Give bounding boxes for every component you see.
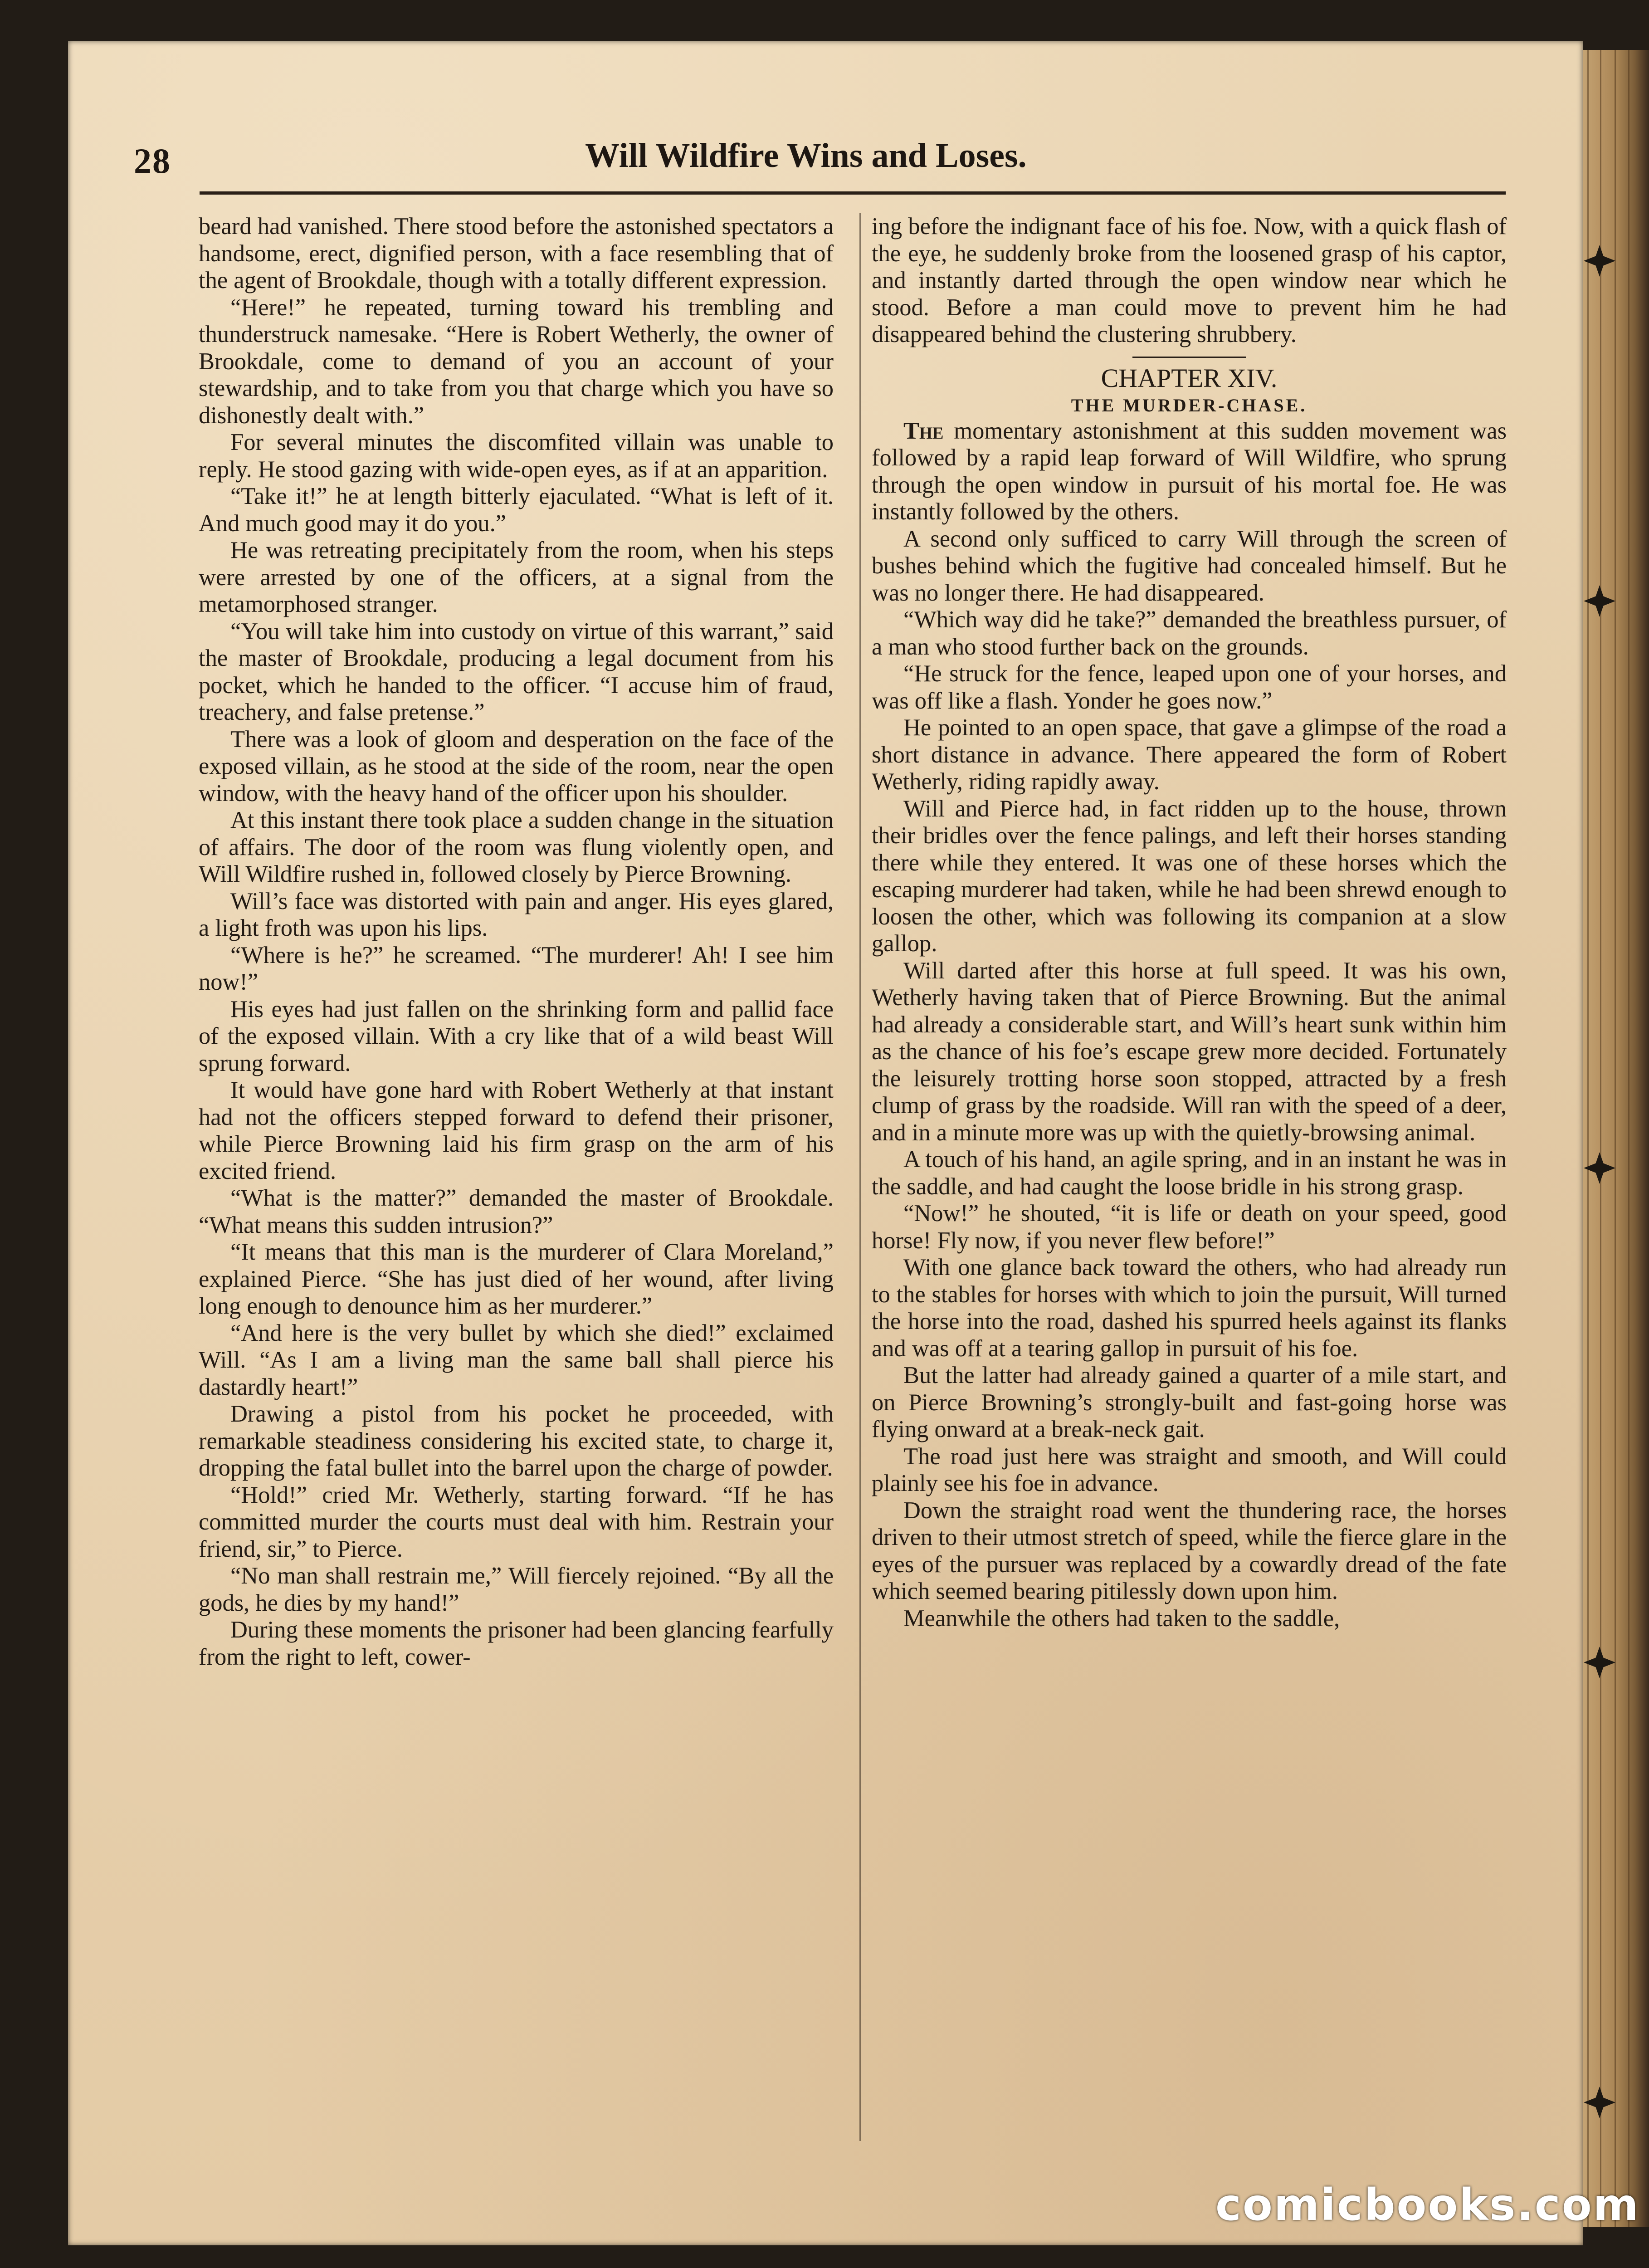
paragraph: His eyes had just fallen on the shrinking form and pallid face of the exposed villain. With a cry like that of a wild beast Will sprung forward. — [199, 996, 834, 1076]
paragraph: During these moments the prisoner had been glancing fearfully from the right to left, cower- — [199, 1617, 834, 1670]
paragraph: “You will take him into custody on virtue of this warrant,” said the master of Brookdale, producing a legal document from his pocket, which he handed to the officer. “I accuse him of fraud, treachery, and false pretense.” — [199, 618, 834, 725]
running-title: Will Wildfire Wins and Loses. — [585, 137, 1027, 175]
chapter-first-paragraph — [872, 418, 1507, 526]
paragraph: He was retreating precipitately from the room, when his steps were arrested by one of the officers, at a signal from the metamorphosed stranger. — [199, 537, 834, 617]
paragraph: “No man shall restrain me,” Will fiercely rejoined. “By all the gods, he dies by my hand!” — [199, 1563, 834, 1616]
paragraph: A second only sufficed to carry Will through the screen of bushes behind which the fugitive had concealed himself. But he was no longer there. He had disappeared. — [872, 525, 1507, 606]
stack-line — [1628, 50, 1629, 2227]
header-rule — [200, 191, 1506, 195]
paragraph: ing before the indignant face of his foe. Now, with a quick flash of the eye, he suddenly broke from the loosened grasp of his captor, and instantly darted through the open window near which he stood. Before a man could move to prevent him he had disappeared behind the clustering shrubbery. — [872, 213, 1507, 347]
paragraph: “Here!” he repeated, turning toward his trembling and thunderstruck namesake. “Here is Robert Wetherly, the owner of Brookdale, come to demand of you an account of your stewardship, and to take from you that charge which you have so dishonestly dealt with.” — [199, 294, 834, 429]
paragraph: “Where is he?” he screamed. “The murderer! Ah! I see him now!” — [199, 942, 834, 995]
stack-line — [1587, 50, 1589, 2227]
paragraph: Will darted after this horse at full speed. It was his own, Wetherly having taken that of Pierce Browning. But the animal had already a considerable start, and Will’s heart sunk within him as the chance of his foe’s escape grew more decided. Fortunately the leisurely trotting horse soon stopped, attracted by a fresh clump of grass by the roadside. Will ran with the speed of a deer, and in a minute more was up with the quietly-browsing animal. — [872, 957, 1507, 1146]
paragraph: “Which way did he take?” demanded the breathless pursuer, of a man who stood further back on the grounds. — [872, 606, 1507, 660]
paragraph: “And here is the very bullet by which she died!” exclaimed Will. “As I am a living man the same ball shall pierce his dastardly heart!” — [199, 1320, 834, 1400]
paragraph: The road just here was straight and smooth, and Will could plainly see his foe in advance. — [872, 1443, 1507, 1496]
paragraph: It would have gone hard with Robert Wetherly at that instant had not the officers stepped forward to defend their prisoner, while Pierce Browning laid his firm grasp on the arm of his excited friend. — [199, 1077, 834, 1184]
chapter-subtitle: THE MURDER-CHASE. — [1071, 395, 1307, 415]
paragraph: But the latter had already gained a quarter of a mile start, and on Pierce Browning’s strongly-built and fast-going horse was flying onward at a break-neck gait. — [872, 1362, 1507, 1442]
paragraph: There was a look of gloom and desperation on the face of the exposed villain, as he stood at the side of the room, near the open window, with the heavy hand of the officer upon his shoulder. — [199, 726, 834, 807]
paragraph: Down the straight road went the thundering race, the horses driven to their utmost stretch of speed, while the fierce glare in the eyes of the pursuer was replaced by a cowardly dread of the fate which seemed bearing pitilessly down upon him. — [872, 1497, 1507, 1604]
paragraph: Meanwhile the others had taken to the saddle, — [903, 1605, 1340, 1632]
paragraph: At this instant there took place a sudden change in the situation of affairs. The door of the room was flung violently open, and Will Wildfire rushed in, followed closely by Pierce Browning. — [199, 807, 834, 887]
watermark-logo: comicbooks.com — [1215, 2180, 1640, 2230]
left-column — [199, 213, 834, 1671]
chapter-rule — [1132, 357, 1246, 358]
stack-line — [1615, 50, 1616, 2227]
column-divider — [859, 213, 861, 2141]
paragraph: He pointed to an open space, that gave a glimpse of the road a short distance in advance. There appeared the form of Robert Wetherly, riding rapidly away. — [872, 714, 1507, 795]
page-number: 28 — [134, 141, 171, 181]
paragraph: “Hold!” cried Mr. Wetherly, starting forward. “If he has committed murder the courts must deal with him. Restrain your friend, sir,” to Pierce. — [199, 1481, 834, 1562]
paragraph: “He struck for the fence, leaped upon one of your horses, and was off like a flash. Yonder he goes now.” — [872, 660, 1507, 714]
paragraph: Will and Pierce had, in fact ridden up to the house, thrown their bridles over the fence palings, and left their horses standing there while they entered. It was one of these horses which the escaping murderer had taken, while he had been shrewd enough to loosen the other, which was following its companion at a slow gallop. — [872, 795, 1507, 957]
paragraph: With one glance back toward the others, who had already run to the stables for horses with which to join the pursuit, Will turned the horse into the road, dashed his spurred heels against its flanks and was off at a tearing gallop in pursuit of his foe. — [872, 1254, 1507, 1362]
page-stack-edge — [1578, 50, 1649, 2227]
paragraph: Drawing a pistol from his pocket he proceeded, with remarkable steadiness considering his excited state, to charge it, dropping the fatal bullet into the barrel upon the charge of powder. — [199, 1401, 834, 1481]
right-column — [872, 213, 1507, 1632]
paragraph: “Take it!” he at length bitterly ejaculated. “What is left of it. And much good may it do you.” — [199, 483, 834, 537]
stack-line — [1600, 50, 1601, 2227]
paragraph: For several minutes the discomfited villain was unable to reply. He stood gazing with wide-open eyes, as if at an apparition. — [199, 429, 834, 483]
paragraph: “What is the matter?” demanded the master of Brookdale. “What means this sudden intrusion?” — [199, 1185, 834, 1238]
paragraph: “It means that this man is the murderer of Clara Moreland,” explained Pierce. “She has just died of her wound, after living long enough to denounce him as her murderer.” — [199, 1239, 834, 1319]
paragraph: A touch of his hand, an agile spring, and in an instant he was in the saddle, and had caught the loose bridle in his strong grasp. — [872, 1146, 1507, 1200]
chapter-first-word: The — [903, 417, 944, 444]
chapter-heading: CHAPTER XIV. — [1101, 363, 1278, 393]
paragraph: Will’s face was distorted with pain and anger. His eyes glared, a light froth was upon his lips. — [199, 888, 834, 941]
paragraph-text: momentary astonishment at this sudden movement was followed by a rapid leap forward of Will Wildfire, who sprung through the open window in pursuit of his mortal foe. He was instantly followed by the others. — [872, 417, 1507, 525]
paragraph: “Now!” he shouted, “it is life or death on your speed, good horse! Fly now, if you never flew before!” — [872, 1200, 1507, 1254]
paragraph: beard had vanished. There stood before the astonished spectators a handsome, erect, dignified person, with a face resembling that of the agent of Brookdale, though with a totally different expression. — [199, 213, 834, 293]
